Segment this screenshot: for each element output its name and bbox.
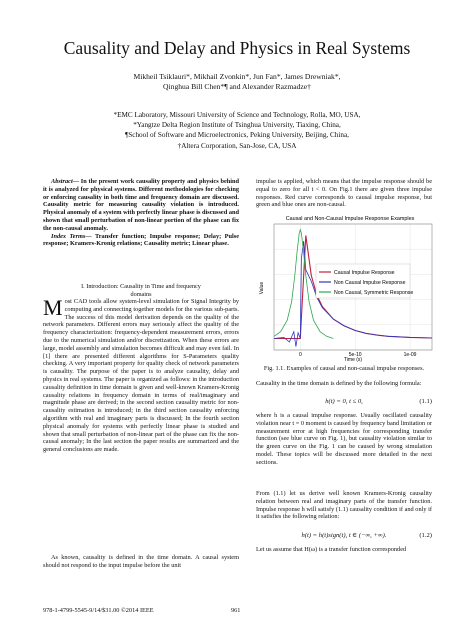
right-paragraph-3: where h is a causal impulse response. Usually oscillated causality violation near t = 0 moment is caused by frequency band limitation or measurement error at high frequencies for corresponding transfer function (see blue curve on Fig. 1), but causality violation similar to the green curve on the Fig. 1 can be caused by wrong simulation model. These topics will be discussed more detailed in the next sections. (256, 412, 432, 466)
section-heading (43, 283, 239, 299)
affiliation-1: *EMC Laboratory, Missouri University of Science and Technology, Rolla, MO, USA, (113, 111, 361, 119)
legend-entry: Non Causal Impulse Response (334, 280, 406, 286)
equation-1-number: (1.1) (419, 398, 432, 405)
x-axis-label: Time (s) (343, 357, 363, 362)
abstract-text: In the present work causality property and physics behind it is analyzed for physical systems. Different methodologies for checking or enforcing causality in both time and frequency domain are discussed. Causality metric for measuring causality violation is introduced. Physical anomaly of a system with perfectly linear phase is discussed and shown that small perturbation of non-linear portion of the phase can fix the non-causal anomaly. (43, 178, 239, 232)
affiliations (0, 110, 474, 151)
y-axis-label: Value (259, 281, 265, 295)
x-tick-label: 1e-09 (403, 352, 417, 358)
author-line-1: Mikheil Tsiklauri*, Mikhail Zvonkin*, Jun Fan*, James Drewniak*, (133, 72, 341, 81)
page-number: 961 (231, 607, 241, 614)
section-heading-line-2: domains (130, 291, 152, 298)
author-list (0, 72, 474, 92)
legend-entry: Causal Impulse Response (334, 270, 395, 276)
impulse-response-chart (256, 210, 436, 362)
causality-paragraph: As known, causality is defined in the time domain. A causal system should not respond to the input impulse before the unit (43, 554, 239, 569)
affiliation-4: †Altera Corporation, San-Jose, CA, USA (177, 141, 297, 150)
intro-text: ost CAD tools allow system-level simulation for Signal Integrity by computing and connecting together models for the various sub-parts. The success of this model derivation depends on the quality of the network parameters. Different errors may seriously affect the quality of the frequency characterization: frequency-dependent measurement errors, errors due to the numerical simulation and/or discretization. When these errors are large, model assembly and simulation becomes difficult and may even fail. In [1] there are presented different algorithms for S-Parameters quality checking. A very important property for quality check of network parameters is causality. The purpose of the paper is to analyze causality, delay and physics in real systems. The paper is organized as follows: in the introduction causality definition in time domain is given and well-known Kramers-Kronig causality relations in frequency domain in terms of real/imaginary and magnitude phase are derived; in the second section causality metric for non-causality estimation is introduced; in the third section causality enforcing algorithm with real and imaginary parts is discussed; In the fourth section physical anomaly for systems with perfectly linear phase is studied and shown that small perturbation of non-linear part of the phase can fix the non-causal anomaly; In the last section the paper results are summarized and the general conclusions are made. (43, 298, 239, 454)
section-heading-line-1: I. Introduction: Causality in Time and frequency (81, 283, 201, 290)
equation-2: h(t) = h(t)sign(t), t ∈ (−∞, +∞). (301, 532, 387, 539)
right-paragraph-2: Causality in the time domain is defined by the following formula: (256, 380, 422, 387)
affiliation-3: ¶School of Software and Microelectronics, Peking University, Beijing, China, (125, 131, 349, 140)
legend-entry: Non Causal, Symmetric Response (334, 290, 414, 296)
intro-paragraph (43, 295, 239, 454)
equation-2-row (256, 532, 432, 540)
equation-1: h(t) = 0, t ≤ 0, (325, 398, 363, 405)
index-terms-text: Transfer function; Impulse response; Delay; Pulse response; Kramers-Kronig relations; Causality metric; Linear phase. (43, 232, 239, 248)
right-paragraph-5: Let us assume that H(ω) is a transfer function corresponded (256, 546, 407, 553)
index-terms-label: Index Terms— (51, 232, 92, 240)
equation-2-number: (1.2) (419, 532, 432, 539)
author-line-2: Qinghua Bill Chen*¶ and Alexander Razmadze† (163, 82, 311, 91)
x-tick-label: 0 (298, 352, 302, 358)
figure-caption: Fig. 1.1. Examples of causal and non-causal impulse responses. (263, 365, 425, 372)
abstract (43, 178, 239, 248)
chart-title: Causal and Non-Causal Impulse Response Examples (285, 216, 415, 222)
equation-1-row (256, 398, 432, 406)
affiliation-2: *Yangtze Delta Region Institute of Tsinghua University, Tiaxing, China, (133, 121, 341, 130)
right-paragraph-4: From (1.1) let us derive well known Kramers-Kronig causality relation between real and imaginary parts of the transfer function. Impulse response h will satisfy (1.1) causality condition if and only if it satisfies the following relation: (256, 490, 432, 521)
chart-legend (316, 264, 413, 298)
paper-title: Causality and Delay and Physics in Real Systems (63, 38, 411, 58)
drop-cap: M (43, 295, 63, 320)
right-paragraph-1: impulse is applied, which means that the impulse response should be equal to zero for all t < 0. On Fig.1 there are given three impulse responses. Red curve corresponds to causal impulse response, but green and blue ones are non-causal. (256, 178, 432, 209)
copyright-footer: 978-1-4799-5545-9/14/$31.00 ©2014 IEEE (43, 607, 154, 614)
abstract-label: Abstract— (51, 178, 79, 185)
x-tick-label: 5e-10 (348, 352, 362, 358)
